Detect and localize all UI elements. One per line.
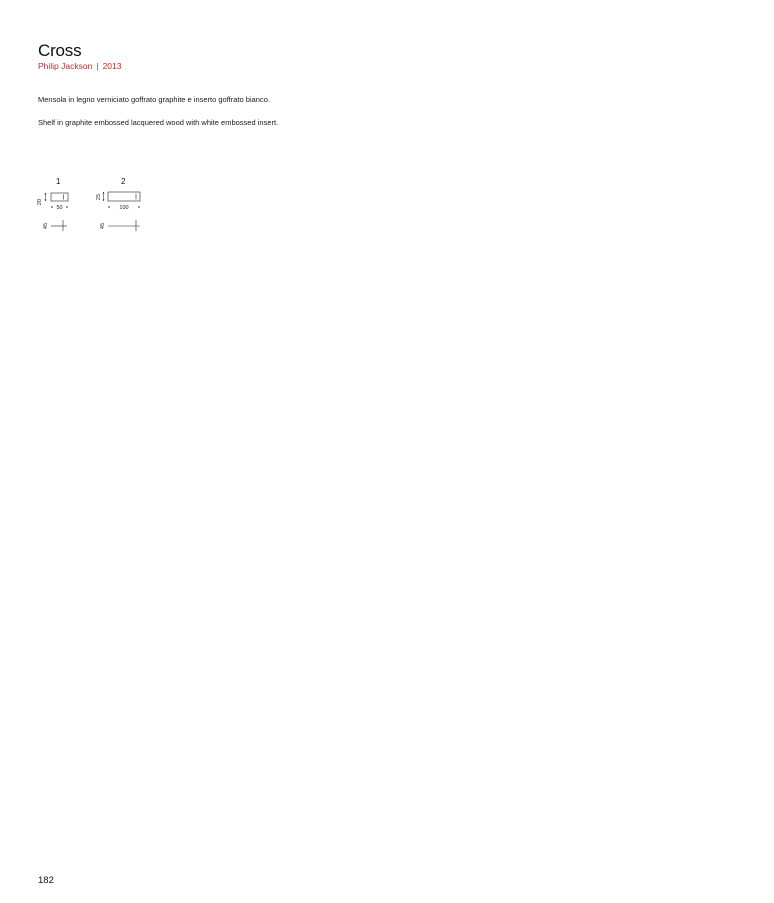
variant-1-side-view (43, 220, 67, 231)
variant-2-depth-label: 45 (100, 222, 106, 230)
product-credits (38, 61, 121, 71)
variant-1-number: 1 (56, 177, 61, 186)
product-title: Cross (38, 41, 82, 60)
credits-separator: | (96, 61, 99, 71)
variant-1-drawing (37, 193, 68, 231)
variant-2-number: 2 (121, 177, 126, 186)
designer-name: Philip Jackson (38, 61, 93, 71)
variant-2-drawing (96, 192, 140, 231)
variant-2-height-label: 25 (96, 193, 102, 201)
variant-1-width-label: 50 (56, 205, 63, 211)
variant-1-front-view (37, 193, 68, 211)
variant-2-front-view (96, 192, 140, 211)
dimension-drawings (30, 186, 150, 234)
variant-2-side-view (100, 220, 140, 231)
variant-1-depth-label: 45 (43, 222, 49, 230)
design-year: 2013 (102, 61, 122, 71)
page-number: 182 (38, 875, 54, 886)
variant-1-height-label: 20 (37, 198, 43, 206)
variant-2-width-label: 100 (119, 205, 129, 211)
description-italian: Mensola in legno verniciato goffrato graphite e inserto goffrato bianco. (38, 95, 270, 104)
description-english: Shelf in graphite embossed lacquered wood with white embossed insert. (38, 118, 279, 127)
